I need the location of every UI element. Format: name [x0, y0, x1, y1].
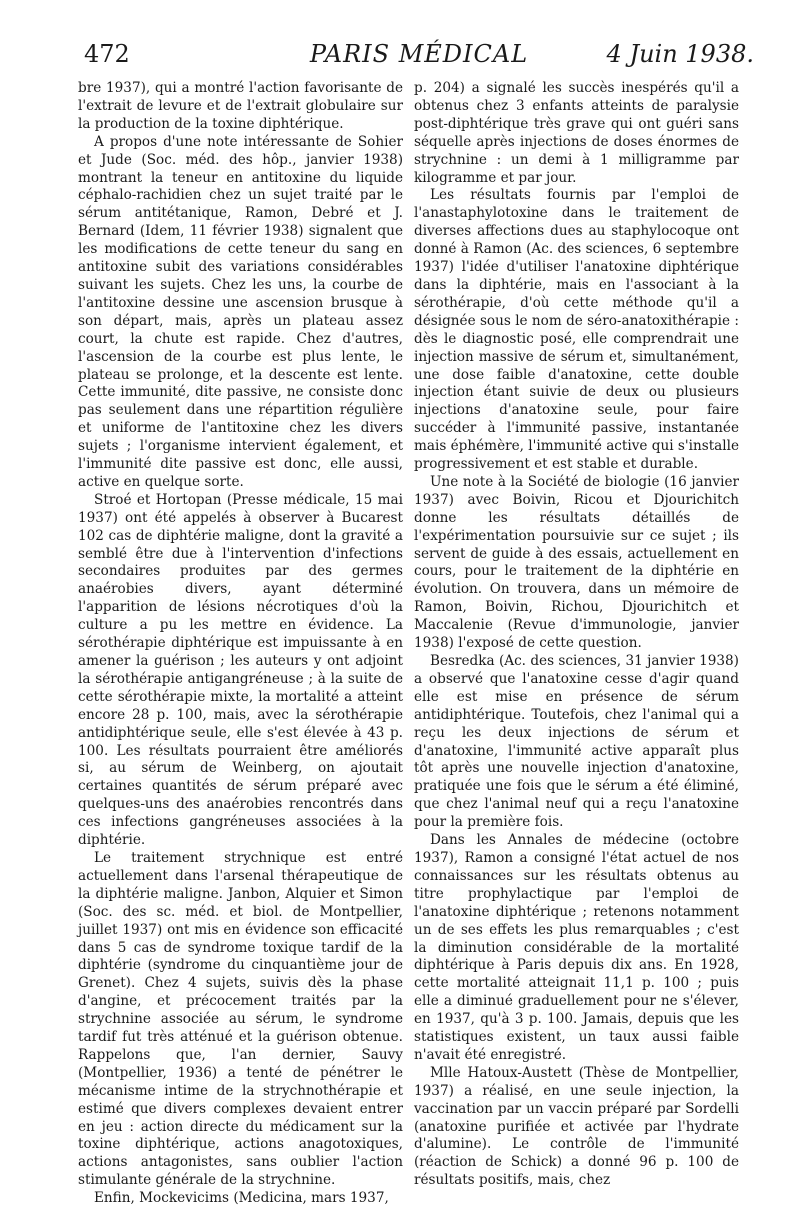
- paragraph: Une note à la Société de biologie (16 janvier 1937) avec Boivin, Ricou et Djourichitch donne les résultats détaillés de l'expérimentation poursuivie sur ce sujet ; ils servent de guide à des essais, actuellement en cours, pour le traitement de la diphtérie en évolution. On trouvera, dans un mémoire de Ramon, Boivin, Richou, Djourichitch et Maccalenie (Revue d'immunologie, janvier 1938) l'exposé de cette question.: [414, 473, 739, 652]
- page-header: [84, 40, 754, 74]
- paragraph: A propos d'une note intéressante de Sohier et Jude (Soc. méd. des hôp., janvier 1938) montrant la teneur en antitoxine du liquide céphalo-rachidien chez un sujet traité par le sérum antitétanique, Ramon, Debré et J. Bernard (Idem, 11 février 1938) signalent que les modifications de cette teneur du sang en antitoxine subit des variations considérables suivant les sujets. Chez les uns, la courbe de l'antitoxine dessine une ascension brusque à son départ, mais, après un plateau assez court, la chute est rapide. Chez d'autres, l'ascension de la courbe est plus lente, le plateau se prolonge, et la descente est lente. Cette immunité, dite passive, ne consiste donc pas seulement dans une répartition régulière et uniforme de l'antitoxine chez les divers sujets ; l'organisme intervient également, et l'immunité dite passive est donc, elle aussi, active en quelque sorte.: [78, 133, 403, 490]
- issue-date: 4 Juin 1938.: [606, 40, 754, 68]
- page-number: 472: [84, 40, 130, 68]
- paragraph: Stroé et Hortopan (Presse médicale, 15 mai 1937) ont été appelés à observer à Bucarest 102 cas de diphtérie maligne, dont la gravité a semblé être due à l'intervention d'infections secondaires produites par des germes anaérobies divers, ayant déterminé l'apparition de lésions nécrotiques d'où la culture a pu les mettre en évidence. La sérothérapie diphtérique est impuissante à en amener la guérison ; les auteurs y ont adjoint la sérothérapie antigangréneuse ; à la suite de cette sérothérapie mixte, la mortalité a atteint encore 28 p. 100, mais, avec la sérothérapie antidiphtérique seule, elle s'est élevée à 43 p. 100. Les résultats pourraient être améliorés si, au sérum de Weinberg, on ajoutait certaines quantités de sérum préparé avec quelques-uns des anaérobies rencontrés dans ces infections gangréneuses associées à la diphtérie.: [78, 491, 403, 849]
- paragraph: Les résultats fournis par l'emploi de l'anastaphylotoxine dans le traitement de diverses affections dues au staphylocoque ont donné à Ramon (Ac. des sciences, 6 septembre 1937) l'idée d'utiliser l'anatoxine diphtérique dans la diphtérie, mais en l'associant à la sérothérapie, d'où cette méthode qu'il a désignée sous le nom de séro-anatoxithérapie : dès le diagnostic posé, elle comprendrait une injection massive de sérum et, simultanément, une dose faible d'anatoxine, cette double injection étant suivie de deux ou plusieurs injections d'anatoxine seule, pour faire succéder à l'immunité passive, instantanée mais éphémère, l'immunité active qui s'installe progressivement et est stable et durable.: [414, 187, 740, 473]
- paragraph: Mlle Hatoux-Austett (Thèse de Montpellier, 1937) a réalisé, en une seule injection, la vaccination par un vaccin préparé par Sordelli (anatoxine purifiée et activée par l'hydrate d'alumine). Le contrôle de l'immunité (réaction de Schick) a donné 96 p. 100 de résultats positifs, mais, chez: [414, 1064, 739, 1189]
- right-column: [414, 80, 739, 1190]
- paragraph: Dans les Annales de médecine (octobre 1937), Ramon a consigné l'état actuel de nos connaissances sur les résultats obtenus au titre prophylactique par l'emploi de l'anatoxine diphtérique ; retenons notamment un de ses effets les plus remarquables ; c'est la diminution considérable de la mortalité diphtérique à Paris depuis dix ans. En 1928, cette mortalité atteignait 11,1 p. 100 ; puis elle a diminué graduellement pour ne s'élever, en 1937, qu'à 3 p. 100. Jamais, depuis que les statistiques existent, un taux aussi faible n'avait été enregistré.: [414, 832, 739, 1063]
- paragraph: Le traitement strychnique est entré actuellement dans l'arsenal thérapeutique de la diphtérie maligne. Janbon, Alquier et Simon (Soc. des sc. méd. et biol. de Montpellier, juillet 1937) ont mis en évidence son efficacité dans 5 cas de syndrome toxique tardif de la diphtérie (syndrome du cinquantième jour de Grenet). Chez 4 sujets, suivis dès la phase d'angine, et précocement traités par la strychnine associée au sérum, le syndrome tardif fut très atténué et la guérison obtenue. Rappelons que, l'an dernier, Sauvy (Montpellier, 1936) a tenté de pénétrer le mécanisme intime de la strychnothérapie et estimé que divers complexes devaient entrer en jeu : action directe du médicament sur la toxine diphtérique, actions anagotoxiques, actions antagonistes, sans oublier l'action stimulante générale de la strychnine.: [78, 849, 403, 1189]
- left-column: [78, 80, 403, 1208]
- paragraph: Besredka (Ac. des sciences, 31 janvier 1938) a observé que l'anatoxine cesse d'agir quand elle est mise en présence de sérum antidiphtérique. Toutefois, chez l'animal qui a reçu les deux injections de sérum et d'anatoxine, l'immunité active apparaît plus tôt après une nouvelle injection d'anatoxine, pratiquée une fois que le sérum a été éliminé, que chez l'animal neuf qui a reçu l'anatoxine pour la première fois.: [414, 653, 739, 831]
- paragraph: Enfin, Mockevicims (Medicina, mars 1937,: [94, 1190, 389, 1207]
- paragraph: p. 204) a signalé les succès inespérés qu'il a obtenus chez 3 enfants atteints de paralysie post-diphtérique très grave qui ont guéri sans séquelle après injections de doses énormes de strychnine : un demi à 1 milligramme par kilogramme et par jour.: [414, 80, 739, 186]
- journal-title: PARIS MÉDICAL: [309, 40, 529, 68]
- paragraph: bre 1937), qui a montré l'action favorisante de l'extrait de levure et de l'extrait globulaire sur la production de la toxine diphtérique.: [78, 80, 403, 132]
